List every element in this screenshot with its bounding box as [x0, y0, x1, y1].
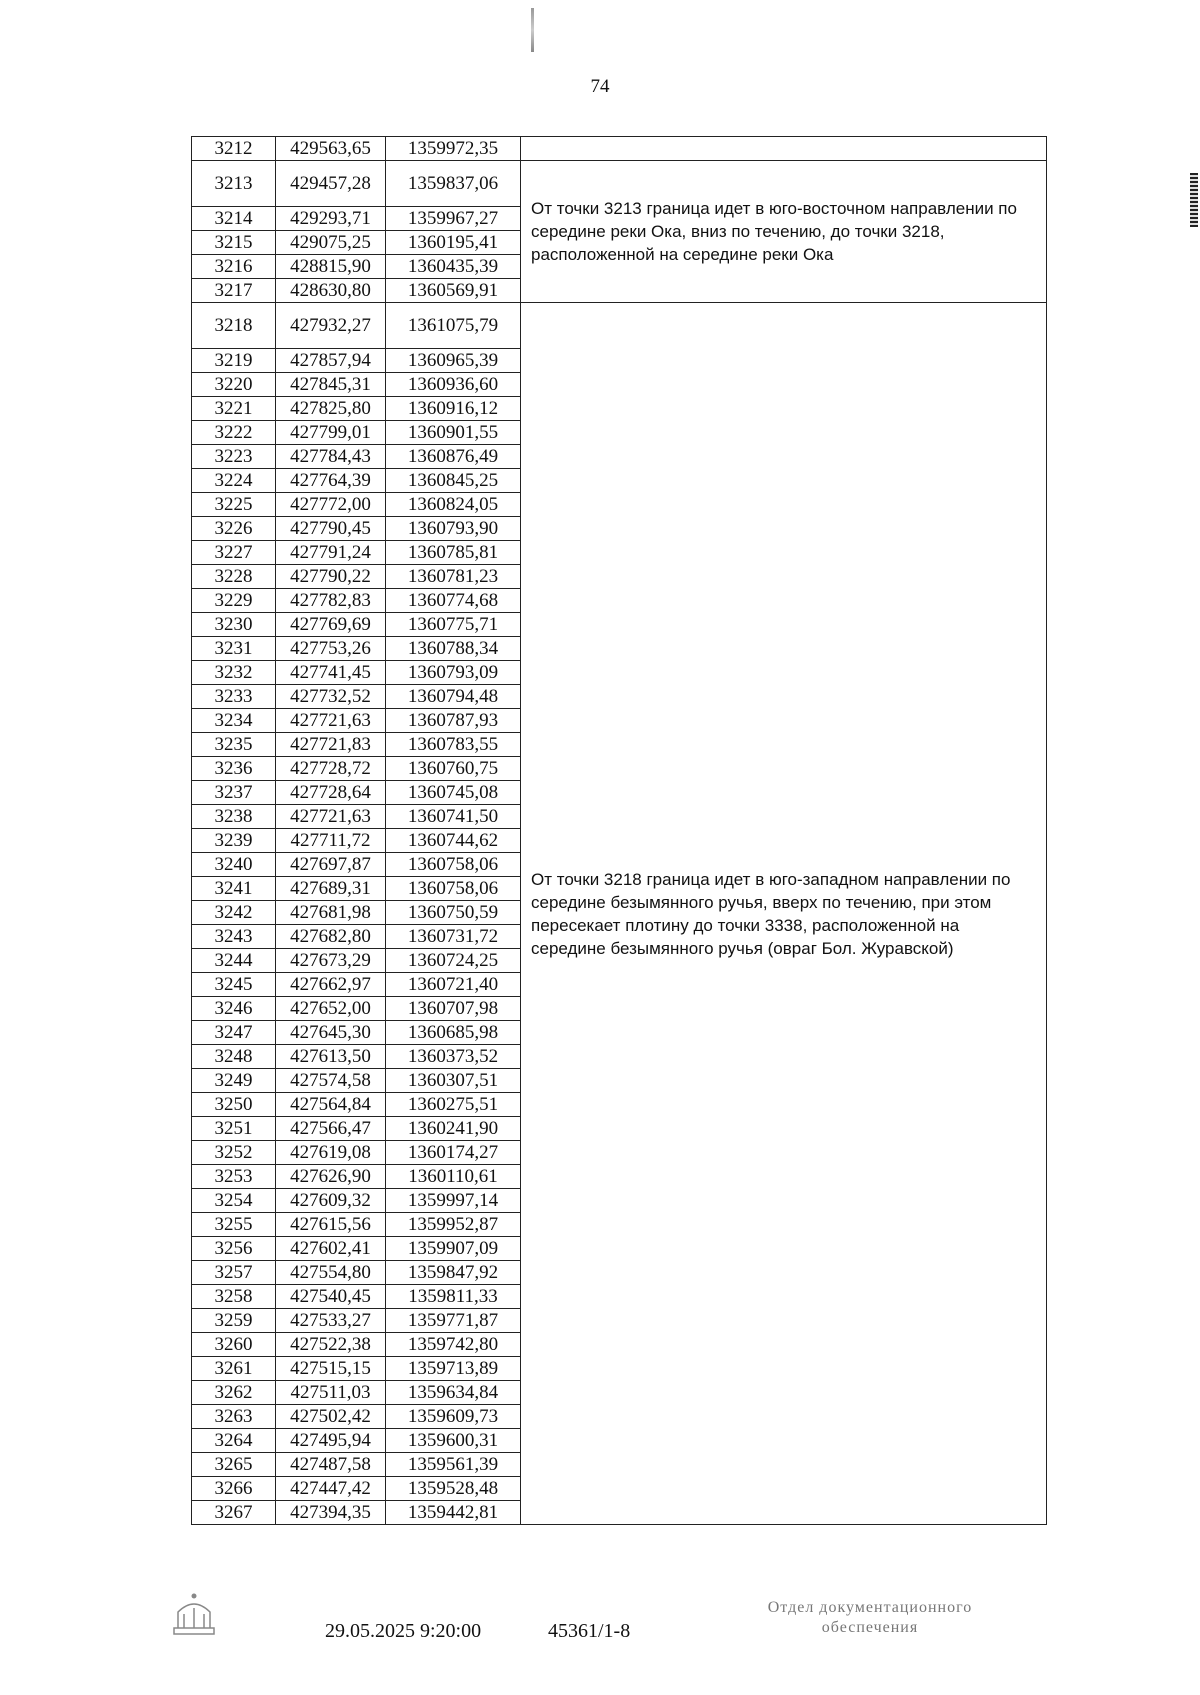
y-coordinate-cell: 1360794,48 [386, 685, 521, 709]
point-number-cell: 3266 [192, 1477, 276, 1501]
y-coordinate-cell: 1361075,79 [386, 303, 521, 349]
point-number-cell: 3228 [192, 565, 276, 589]
point-number-cell: 3250 [192, 1093, 276, 1117]
x-coordinate-cell: 427609,32 [276, 1189, 386, 1213]
point-number-cell: 3256 [192, 1237, 276, 1261]
point-number-cell: 3224 [192, 469, 276, 493]
point-number-cell: 3241 [192, 877, 276, 901]
x-coordinate-cell: 427857,94 [276, 349, 386, 373]
y-coordinate-cell: 1360741,50 [386, 805, 521, 829]
page-number: 74 [590, 76, 610, 97]
x-coordinate-cell: 427564,84 [276, 1093, 386, 1117]
x-coordinate-cell: 427721,83 [276, 733, 386, 757]
x-coordinate-cell: 427764,39 [276, 469, 386, 493]
scan-edge-mark [1190, 173, 1198, 227]
x-coordinate-cell: 427697,87 [276, 853, 386, 877]
y-coordinate-cell: 1360435,39 [386, 255, 521, 279]
point-number-cell: 3260 [192, 1333, 276, 1357]
point-number-cell: 3246 [192, 997, 276, 1021]
point-number-cell: 3231 [192, 637, 276, 661]
y-coordinate-cell: 1359561,39 [386, 1453, 521, 1477]
y-coordinate-cell: 1359442,81 [386, 1501, 521, 1525]
x-coordinate-cell: 427711,72 [276, 829, 386, 853]
y-coordinate-cell: 1359771,87 [386, 1309, 521, 1333]
point-number-cell: 3237 [192, 781, 276, 805]
x-coordinate-cell: 427790,22 [276, 565, 386, 589]
point-number-cell: 3240 [192, 853, 276, 877]
y-coordinate-cell: 1360744,62 [386, 829, 521, 853]
point-number-cell: 3226 [192, 517, 276, 541]
y-coordinate-cell: 1360936,60 [386, 373, 521, 397]
x-coordinate-cell: 427511,03 [276, 1381, 386, 1405]
point-number-cell: 3212 [192, 137, 276, 161]
x-coordinate-cell: 427825,80 [276, 397, 386, 421]
x-coordinate-cell: 427753,26 [276, 637, 386, 661]
y-coordinate-cell: 1360724,25 [386, 949, 521, 973]
point-number-cell: 3234 [192, 709, 276, 733]
x-coordinate-cell: 427721,63 [276, 709, 386, 733]
y-coordinate-cell: 1359811,33 [386, 1285, 521, 1309]
table-row [192, 303, 1047, 349]
point-number-cell: 3262 [192, 1381, 276, 1405]
point-number-cell: 3216 [192, 255, 276, 279]
point-number-cell: 3238 [192, 805, 276, 829]
point-number-cell: 3263 [192, 1405, 276, 1429]
x-coordinate-cell: 427394,35 [276, 1501, 386, 1525]
y-coordinate-cell: 1360788,34 [386, 637, 521, 661]
y-coordinate-cell: 1359837,06 [386, 161, 521, 207]
y-coordinate-cell: 1360758,06 [386, 877, 521, 901]
y-coordinate-cell: 1359742,80 [386, 1333, 521, 1357]
y-coordinate-cell: 1359847,92 [386, 1261, 521, 1285]
table-row [192, 137, 1047, 161]
y-coordinate-cell: 1360721,40 [386, 973, 521, 997]
x-coordinate-cell: 427487,58 [276, 1453, 386, 1477]
point-number-cell: 3217 [192, 279, 276, 303]
x-coordinate-cell: 427540,45 [276, 1285, 386, 1309]
point-number-cell: 3213 [192, 161, 276, 207]
x-coordinate-cell: 427741,45 [276, 661, 386, 685]
point-number-cell: 3253 [192, 1165, 276, 1189]
y-coordinate-cell: 1360901,55 [386, 421, 521, 445]
x-coordinate-cell: 427495,94 [276, 1429, 386, 1453]
point-number-cell: 3257 [192, 1261, 276, 1285]
point-number-cell: 3242 [192, 901, 276, 925]
y-coordinate-cell: 1360195,41 [386, 231, 521, 255]
x-coordinate-cell: 427619,08 [276, 1141, 386, 1165]
point-number-cell: 3267 [192, 1501, 276, 1525]
y-coordinate-cell: 1360685,98 [386, 1021, 521, 1045]
y-coordinate-cell: 1360793,90 [386, 517, 521, 541]
x-coordinate-cell: 427502,42 [276, 1405, 386, 1429]
x-coordinate-cell: 427613,50 [276, 1045, 386, 1069]
x-coordinate-cell: 427566,47 [276, 1117, 386, 1141]
point-number-cell: 3219 [192, 349, 276, 373]
point-number-cell: 3223 [192, 445, 276, 469]
y-coordinate-cell: 1359600,31 [386, 1429, 521, 1453]
x-coordinate-cell: 427574,58 [276, 1069, 386, 1093]
y-coordinate-cell: 1359952,87 [386, 1213, 521, 1237]
point-number-cell: 3264 [192, 1429, 276, 1453]
department-stamp-line1: Отдел документационного [767, 1599, 973, 1616]
footer-document-code: 45361/1-8 [548, 1620, 631, 1642]
y-coordinate-cell: 1360707,98 [386, 997, 521, 1021]
x-coordinate-cell: 427845,31 [276, 373, 386, 397]
x-coordinate-cell: 427732,52 [276, 685, 386, 709]
point-number-cell: 3261 [192, 1357, 276, 1381]
table-row [192, 161, 1047, 207]
x-coordinate-cell: 429293,71 [276, 207, 386, 231]
seal-emblem-icon [170, 1590, 218, 1638]
point-number-cell: 3220 [192, 373, 276, 397]
coordinates-table [191, 136, 1047, 1525]
y-coordinate-cell: 1360775,71 [386, 613, 521, 637]
y-coordinate-cell: 1360241,90 [386, 1117, 521, 1141]
point-number-cell: 3215 [192, 231, 276, 255]
point-number-cell: 3255 [192, 1213, 276, 1237]
x-coordinate-cell: 427772,00 [276, 493, 386, 517]
point-number-cell: 3230 [192, 613, 276, 637]
y-coordinate-cell: 1360731,72 [386, 925, 521, 949]
x-coordinate-cell: 427728,64 [276, 781, 386, 805]
point-number-cell: 3244 [192, 949, 276, 973]
x-coordinate-cell: 427615,56 [276, 1213, 386, 1237]
x-coordinate-cell: 427689,31 [276, 877, 386, 901]
y-coordinate-cell: 1359972,35 [386, 137, 521, 161]
point-number-cell: 3214 [192, 207, 276, 231]
y-coordinate-cell: 1359967,27 [386, 207, 521, 231]
y-coordinate-cell: 1359609,73 [386, 1405, 521, 1429]
y-coordinate-cell: 1360750,59 [386, 901, 521, 925]
x-coordinate-cell: 427769,69 [276, 613, 386, 637]
x-coordinate-cell: 427554,80 [276, 1261, 386, 1285]
scan-mark [531, 8, 534, 52]
x-coordinate-cell: 427790,45 [276, 517, 386, 541]
y-coordinate-cell: 1359634,84 [386, 1381, 521, 1405]
x-coordinate-cell: 427662,97 [276, 973, 386, 997]
x-coordinate-cell: 427784,43 [276, 445, 386, 469]
y-coordinate-cell: 1359907,09 [386, 1237, 521, 1261]
point-number-cell: 3222 [192, 421, 276, 445]
y-coordinate-cell: 1360760,75 [386, 757, 521, 781]
x-coordinate-cell: 427932,27 [276, 303, 386, 349]
y-coordinate-cell: 1360785,81 [386, 541, 521, 565]
point-number-cell: 3247 [192, 1021, 276, 1045]
x-coordinate-cell: 427721,63 [276, 805, 386, 829]
y-coordinate-cell: 1359713,89 [386, 1357, 521, 1381]
department-stamp-line2: обеспечения [821, 1619, 919, 1636]
point-number-cell: 3235 [192, 733, 276, 757]
x-coordinate-cell: 427652,00 [276, 997, 386, 1021]
point-number-cell: 3232 [192, 661, 276, 685]
x-coordinate-cell: 429563,65 [276, 137, 386, 161]
y-coordinate-cell: 1360845,25 [386, 469, 521, 493]
point-number-cell: 3252 [192, 1141, 276, 1165]
footer-datetime: 29.05.2025 9:20:00 [325, 1620, 482, 1642]
x-coordinate-cell: 427791,24 [276, 541, 386, 565]
y-coordinate-cell: 1360110,61 [386, 1165, 521, 1189]
point-number-cell: 3248 [192, 1045, 276, 1069]
boundary-description-cell: От точки 3213 граница идет в юго-восточном направлении по середине реки Ока, вниз по течению, до точки 3218, расположенной на середине реки Ока [521, 161, 1047, 303]
point-number-cell: 3225 [192, 493, 276, 517]
point-number-cell: 3227 [192, 541, 276, 565]
y-coordinate-cell: 1360758,06 [386, 853, 521, 877]
point-number-cell: 3236 [192, 757, 276, 781]
point-number-cell: 3239 [192, 829, 276, 853]
y-coordinate-cell: 1360783,55 [386, 733, 521, 757]
y-coordinate-cell: 1360174,27 [386, 1141, 521, 1165]
coordinates-table-body [192, 137, 1047, 1525]
x-coordinate-cell: 429457,28 [276, 161, 386, 207]
x-coordinate-cell: 427681,98 [276, 901, 386, 925]
y-coordinate-cell: 1360373,52 [386, 1045, 521, 1069]
y-coordinate-cell: 1360824,05 [386, 493, 521, 517]
y-coordinate-cell: 1359997,14 [386, 1189, 521, 1213]
x-coordinate-cell: 427533,27 [276, 1309, 386, 1333]
y-coordinate-cell: 1359528,48 [386, 1477, 521, 1501]
point-number-cell: 3245 [192, 973, 276, 997]
y-coordinate-cell: 1360569,91 [386, 279, 521, 303]
x-coordinate-cell: 427522,38 [276, 1333, 386, 1357]
y-coordinate-cell: 1360781,23 [386, 565, 521, 589]
y-coordinate-cell: 1360774,68 [386, 589, 521, 613]
point-number-cell: 3243 [192, 925, 276, 949]
boundary-description-cell: От точки 3218 граница идет в юго-западном направлении по середине безымянного ручья, вверх по течению, при этом пересекает плотину до точки 3338, расположенной на середине безымянного ручья (овраг Бол. Журавской) [521, 303, 1047, 1525]
point-number-cell: 3233 [192, 685, 276, 709]
x-coordinate-cell: 427515,15 [276, 1357, 386, 1381]
point-number-cell: 3258 [192, 1285, 276, 1309]
y-coordinate-cell: 1360876,49 [386, 445, 521, 469]
y-coordinate-cell: 1360307,51 [386, 1069, 521, 1093]
x-coordinate-cell: 427645,30 [276, 1021, 386, 1045]
x-coordinate-cell: 428630,80 [276, 279, 386, 303]
x-coordinate-cell: 427799,01 [276, 421, 386, 445]
x-coordinate-cell: 429075,25 [276, 231, 386, 255]
point-number-cell: 3259 [192, 1309, 276, 1333]
y-coordinate-cell: 1360965,39 [386, 349, 521, 373]
point-number-cell: 3265 [192, 1453, 276, 1477]
x-coordinate-cell: 427682,80 [276, 925, 386, 949]
x-coordinate-cell: 427602,41 [276, 1237, 386, 1261]
y-coordinate-cell: 1360793,09 [386, 661, 521, 685]
x-coordinate-cell: 427782,83 [276, 589, 386, 613]
department-stamp [720, 1598, 1020, 1638]
y-coordinate-cell: 1360745,08 [386, 781, 521, 805]
point-number-cell: 3229 [192, 589, 276, 613]
point-number-cell: 3218 [192, 303, 276, 349]
y-coordinate-cell: 1360916,12 [386, 397, 521, 421]
point-number-cell: 3251 [192, 1117, 276, 1141]
y-coordinate-cell: 1360787,93 [386, 709, 521, 733]
x-coordinate-cell: 427728,72 [276, 757, 386, 781]
x-coordinate-cell: 427447,42 [276, 1477, 386, 1501]
point-number-cell: 3254 [192, 1189, 276, 1213]
x-coordinate-cell: 427626,90 [276, 1165, 386, 1189]
x-coordinate-cell: 428815,90 [276, 255, 386, 279]
page-footer [0, 1590, 1200, 1670]
y-coordinate-cell: 1360275,51 [386, 1093, 521, 1117]
boundary-description-cell [521, 137, 1047, 161]
point-number-cell: 3249 [192, 1069, 276, 1093]
x-coordinate-cell: 427673,29 [276, 949, 386, 973]
point-number-cell: 3221 [192, 397, 276, 421]
